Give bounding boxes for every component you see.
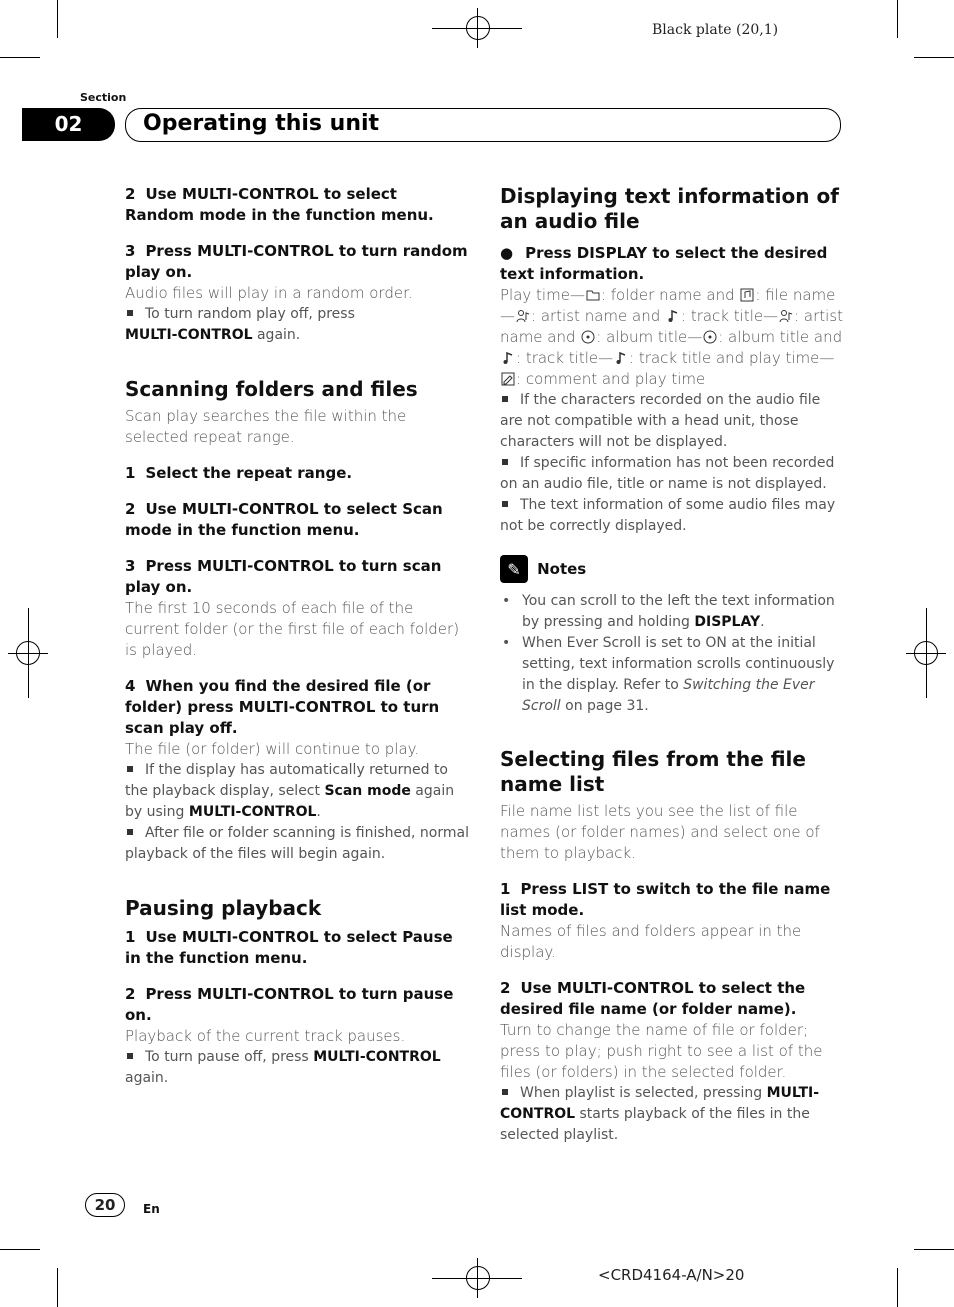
step-body: Turn to change the name of file or folder; press to play; push right to see a list of the files (or folders) in the selected folder. — [500, 1021, 823, 1081]
section-heading: Pausing playback — [125, 896, 322, 920]
square-bullet-icon — [127, 310, 133, 316]
crop-mark — [897, 1268, 898, 1307]
step — [125, 463, 470, 484]
step — [500, 879, 845, 921]
note — [500, 390, 845, 453]
notes-list — [500, 591, 845, 717]
note — [125, 304, 470, 346]
step-text: Press LIST to switch to the file name list mode. — [500, 880, 831, 919]
note-text: on page 31. — [560, 698, 649, 714]
section-body: File name list lets you see the list of file names (or folder names) and select one of them to playback. — [500, 802, 820, 862]
step — [500, 243, 845, 285]
comment-icon — [501, 372, 515, 386]
note — [125, 1047, 470, 1089]
note-bold: Scan mode — [324, 783, 411, 799]
section-heading: Scanning folders and files — [125, 377, 418, 401]
document-code: <CRD4164-A/N>20 — [598, 1266, 745, 1284]
registration-line — [28, 608, 29, 698]
step-number: 2 — [125, 185, 136, 203]
crop-mark — [897, 0, 898, 38]
track-note-icon — [666, 309, 680, 323]
step-text: Press MULTI-CONTROL to turn random play on. — [125, 242, 468, 281]
note-text: starts playback of the files in the selected playlist. — [500, 1106, 810, 1143]
step — [125, 676, 470, 739]
track-note-icon — [501, 351, 515, 365]
step-text: Use MULTI-CONTROL to select Random mode in the function menu. — [125, 185, 434, 224]
step — [500, 978, 845, 1020]
step — [125, 984, 470, 1026]
note-text: If the display has automatically returned to the playback display, select — [125, 762, 448, 799]
text: : track title— — [516, 349, 614, 367]
note — [500, 495, 845, 537]
album-disc-icon — [703, 330, 717, 344]
step-number: 1 — [125, 464, 136, 482]
step-body: The file (or folder) will continue to play. — [125, 740, 420, 758]
notes-pencil-icon: ✎ — [500, 555, 528, 583]
notes-header — [500, 555, 845, 583]
section-number: 02 — [22, 108, 115, 141]
crop-mark — [57, 1268, 58, 1307]
dot-bullet-icon: • — [502, 635, 511, 651]
cross-reference-link[interactable]: Switching the Ever Scroll — [522, 677, 815, 714]
page-title: Operating this unit — [143, 111, 380, 136]
note-text: To turn random play off, press — [145, 306, 355, 322]
text: : file name — — [500, 286, 836, 325]
note-text: again. — [252, 327, 301, 343]
note-text: You can scroll to the left the text information by pressing and holding — [522, 593, 835, 630]
step-text: When you find the desired file (or folder) press MULTI-CONTROL to turn scan play off. — [125, 677, 440, 737]
square-bullet-icon — [502, 1089, 508, 1095]
step-text: Use MULTI-CONTROL to select the desired file name (or folder name). — [500, 979, 806, 1018]
list-item — [500, 633, 845, 717]
registration-line — [926, 608, 927, 698]
step-text: Use MULTI-CONTROL to select Pause in the function menu. — [125, 928, 453, 967]
crop-mark — [57, 0, 58, 38]
notes-label: Notes — [537, 560, 587, 578]
note-text: . — [316, 804, 321, 820]
note-text: If specific information has not been recorded on an audio file, title or name is not displayed. — [500, 455, 835, 492]
page-number: 20 — [85, 1193, 125, 1217]
registration-line — [477, 1258, 478, 1298]
crop-mark — [0, 57, 40, 58]
note — [500, 1083, 845, 1146]
section-heading: Displaying text information of an audio file — [500, 184, 839, 233]
text: : track title and play time— — [629, 349, 835, 367]
section-heading: Selecting files from the file name list — [500, 747, 806, 796]
step — [125, 499, 470, 541]
display-modes-text — [500, 285, 845, 390]
square-bullet-icon — [127, 1053, 133, 1059]
folder-icon — [586, 288, 600, 302]
step-number: 2 — [125, 500, 136, 518]
step-text: Press MULTI-CONTROL to turn scan play on. — [125, 557, 442, 596]
step-number: 4 — [125, 677, 136, 695]
text: : artist name and — [531, 307, 665, 325]
text: Play time— — [500, 286, 585, 304]
step — [125, 184, 470, 226]
album-disc-icon — [581, 330, 595, 344]
square-bullet-icon — [502, 501, 508, 507]
artist-icon — [516, 309, 530, 323]
note-bold: MULTI-CONTROL — [500, 1085, 820, 1122]
language-label: En — [143, 1202, 160, 1216]
note-text: If the characters recorded on the audio file are not compatible with a head unit, those characters will not be displayed. — [500, 392, 821, 450]
right-column — [500, 184, 845, 1146]
step-body: Playback of the current track pauses. — [125, 1027, 406, 1045]
text: : artist name and — [500, 307, 844, 346]
registration-line — [477, 8, 478, 48]
note-text: To turn pause off, press — [145, 1049, 314, 1065]
dot-bullet-icon: • — [502, 593, 511, 609]
crop-mark — [914, 57, 954, 58]
step-number: 3 — [125, 557, 136, 575]
note-bold: DISPLAY — [694, 614, 761, 630]
step-text: Press DISPLAY to select the desired text information. — [500, 244, 828, 283]
step — [125, 241, 470, 283]
step-text: Select the repeat range. — [145, 464, 353, 482]
text: : folder name and — [600, 286, 740, 304]
note-text: again by using — [125, 783, 455, 820]
step-text: Press MULTI-CONTROL to turn pause on. — [125, 985, 454, 1024]
text: : album title— — [596, 328, 703, 346]
step-body: Names of files and folders appear in the display. — [500, 922, 802, 961]
step-number: 2 — [125, 985, 136, 1003]
step-text: Use MULTI-CONTROL to select Scan mode in the function menu. — [125, 500, 443, 539]
plate-label: Black plate (20,1) — [652, 22, 779, 38]
section-label: Section — [80, 91, 127, 104]
text: : track title— — [681, 307, 779, 325]
note — [125, 823, 470, 865]
left-column — [125, 184, 470, 1089]
step-number: 3 — [125, 242, 136, 260]
note-text: When Ever Scroll is set to ON at the initial setting, text information scrolls continuously in the display. Refer to — [522, 635, 835, 693]
note — [125, 760, 470, 823]
step — [125, 927, 470, 969]
square-bullet-icon — [127, 766, 133, 772]
note-text: When playlist is selected, pressing — [520, 1085, 767, 1101]
square-bullet-icon — [502, 459, 508, 465]
note-text: After file or folder scanning is finished, normal playback of the files will begin again. — [125, 825, 469, 862]
note-text: again. — [125, 1070, 169, 1086]
step-number: 1 — [500, 880, 511, 898]
step-body: Audio files will play in a random order. — [125, 284, 413, 302]
note-text: . — [760, 614, 765, 630]
square-bullet-icon — [502, 396, 508, 402]
text: : album title and — [718, 328, 843, 346]
text: : comment and play time — [516, 370, 706, 388]
section-body: Scan play searches the file within the selected repeat range. — [125, 407, 407, 446]
step-number: 2 — [500, 979, 511, 997]
step-number: 1 — [125, 928, 136, 946]
note-bold: MULTI-CONTROL — [188, 804, 317, 820]
artist-icon — [779, 309, 793, 323]
music-note-file-icon — [740, 288, 754, 302]
track-note-icon — [614, 351, 628, 365]
round-bullet-icon: ● — [500, 244, 514, 262]
square-bullet-icon — [127, 829, 133, 835]
crop-mark — [914, 1249, 954, 1250]
note-bold: MULTI-CONTROL — [313, 1049, 441, 1065]
step-body: The first 10 seconds of each file of the current folder (or the first file of each folder) is played. — [125, 599, 460, 659]
list-item — [500, 591, 845, 633]
note-text: The text information of some audio files may not be correctly displayed. — [500, 497, 836, 534]
note — [500, 453, 845, 495]
crop-mark — [0, 1249, 40, 1250]
note-bold: MULTI-CONTROL — [125, 327, 253, 343]
step — [125, 556, 470, 598]
